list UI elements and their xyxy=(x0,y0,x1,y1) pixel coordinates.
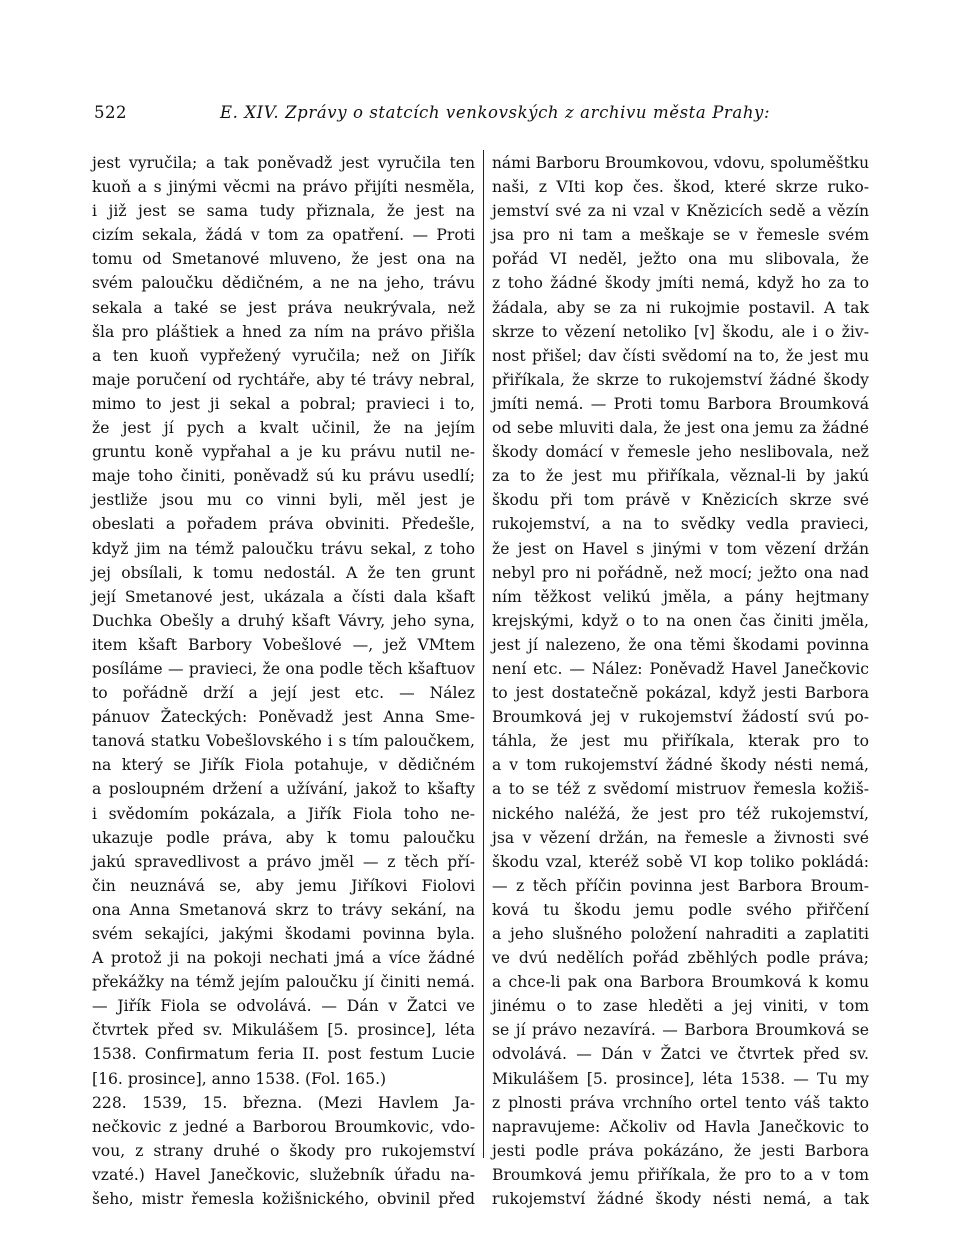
text-line: napravujeme: Ačkoliv od Havla Janečkovic to xyxy=(492,1117,869,1136)
text-line: že jest on Havel s jinými v tom vězení držán xyxy=(492,539,869,558)
text-line: skrze to vězení netoliko [v] škodu, ale i o živ- xyxy=(492,322,869,341)
text-line: jsa pro ni tam a meškaje se v řemesle svém xyxy=(492,226,869,245)
text-line: jest vyručila; a tak poněvadž jest vyručila ten xyxy=(92,154,475,172)
text-line: jakú spravedlivost a právo jměl — z těch pří- xyxy=(92,852,475,871)
text-line: kuoň a s jinými věcmi na právo přijíti nesměla, xyxy=(92,178,475,197)
text-line: šla pro pláštiek a hned za ním na právo přišla xyxy=(92,322,475,341)
text-line: od sebe mluviti dala, že jest ona jemu za žádné xyxy=(492,419,869,438)
text-line: — Jiřík Fiola se odvolává. — Dán v Žatci ve xyxy=(92,997,475,1016)
text-line: nečkovic z jedné a Barborou Broumkovic, vdo- xyxy=(92,1117,475,1136)
text-line: škodu při tom právě v Knězicích skrze své xyxy=(492,491,869,510)
text-line: rukojemství, a na to svědky vedla pravieci, xyxy=(492,515,869,534)
text-line: jesti podle práva pokázáno, že jesti Barbora xyxy=(492,1141,869,1160)
text-line: mimo to jest ji sekal a pobral; pravieci i to, xyxy=(92,394,475,413)
text-line: odvolává. — Dán v Žatci ve čtvrtek před sv. xyxy=(492,1045,869,1064)
text-line: tomu od Smetanové mluveno, že jest ona na xyxy=(92,250,475,269)
text-line: sekala a také se jest práva neukrývala, než xyxy=(92,298,475,317)
text-line: — z těch příčin povinna jest Barbora Broum- xyxy=(492,876,869,895)
text-line: nost přišel; dav čísti svědomí na to, že jest mu xyxy=(492,346,869,365)
text-line: jinému o to zase hleděti a jej viniti, v tom xyxy=(492,997,869,1016)
text-line: jemství své za ni vzal v Knězicích sedě a vězín xyxy=(492,202,869,221)
text-line: žádala, aby se za ni rukojmie postavil. A tak xyxy=(492,298,869,317)
text-line: naši, z VIti kop čes. škod, které skrze ruko- xyxy=(492,178,869,197)
text-line: čtvrtek před sv. Mikulášem [5. prosince], léta xyxy=(92,1021,475,1040)
text-line: ona Anna Smetanová skrz to trávy sekání, na xyxy=(92,900,475,919)
text-line: Duchka Obešly a druhý kšaft Vávry, jeho syna, xyxy=(92,611,475,630)
text-line: pořád VI neděl, ježto ona mu slibovala, že xyxy=(492,250,869,269)
text-line: to pořádně drží a její jest etc. — Nález xyxy=(92,684,475,703)
text-line: obeslati a pořadem práva obviniti. Předešle, xyxy=(92,515,475,534)
text-line: item kšaft Barbory Vobešlové —, jež VMtem xyxy=(92,635,475,654)
text-line: Broumková jej v rukojemství žádostí svú po- xyxy=(492,708,869,727)
text-line: ve dvú nedělích pořád zběhlých podle práva; xyxy=(492,949,869,968)
text-line: z plnosti práva vrchního ortel tento váš takto xyxy=(492,1093,869,1112)
text-line: to jest dostatečně pokázal, když jesti Barbora xyxy=(492,684,869,703)
text-line: jmíti nemá. — Proti tomu Barbora Broumková xyxy=(492,394,869,413)
text-line: ková tu škodu jemu podle svého přiřčení xyxy=(492,900,869,919)
text-line: maje toho činiti, poněvadž sú ku právu usedlí; xyxy=(92,467,475,486)
text-line: ním těžkost velikú jměla, a pány hejtmany xyxy=(492,587,869,606)
text-line: nického naléžá, že jest pro též rukojemství, xyxy=(492,804,869,823)
text-line: Broumková jemu přiříkala, že pro to a v tom xyxy=(492,1165,869,1184)
text-line: krejskými, když o to na onen čas činiti jměla, xyxy=(492,611,869,630)
text-line: rukojemství žádné škody nésti nemá, a tak xyxy=(492,1190,869,1209)
text-line: jest jí nalezeno, že ona těmi škodami povinna xyxy=(492,635,869,654)
text-line: z toho žádné škody jmíti nemá, když ho za to xyxy=(492,274,869,293)
text-line: není etc. — Nález: Poněvadž Havel Janečkovic xyxy=(492,659,869,678)
text-line: i již jest se sama tudy přiznala, že jest na xyxy=(92,202,475,221)
text-line: se jí právo nezavírá. — Barbora Broumková se xyxy=(492,1021,869,1040)
text-line: A protož ji na pokoji nechati jmá a více žádné xyxy=(92,949,475,968)
text-line: Mikulášem [5. prosince], léta 1538. — Tu my xyxy=(492,1069,869,1088)
text-line: [16. prosince], anno 1538. (Fol. 165.) xyxy=(92,1069,387,1088)
text-line: a v tom rukojemství žádné škody nésti nemá, xyxy=(492,756,869,775)
text-line: posíláme — pravieci, že ona podle těch kšaftuov xyxy=(92,659,475,678)
text-line: jej obsílali, k tomu nedostál. A že ten grunt xyxy=(92,563,475,582)
text-line: vzaté.) Havel Janečkovic, služebník úřadu na- xyxy=(92,1165,475,1184)
text-line: čin neuznává se, aby jemu Jiříkovi Fiolovi xyxy=(92,876,475,895)
text-line: vou, z strany druhé o škody pro rukojemství xyxy=(92,1141,475,1160)
text-line: 228. 1539, 15. března. (Mezi Havlem Ja- xyxy=(92,1093,475,1112)
text-line: jestliže jsou mu co vinni byli, měl jest je xyxy=(92,491,475,510)
text-line: že jest jí pych a kvalt učinil, že na jejím xyxy=(92,419,475,438)
text-line: a jeho slušného položení nahraditi a zaplatiti xyxy=(492,925,869,943)
text-line: škodu vzal, kteréž sobě VI kop toliko pokládá: xyxy=(492,852,869,871)
text-line: ukazuje podle práva, aby k tomu paloučku xyxy=(92,828,475,847)
text-line: svém paloučku dědičném, a ne na jeho, trávu xyxy=(92,274,475,293)
text-line: tanová statku Vobešlovského i s tím paloučkem, xyxy=(92,732,475,751)
running-title: E. XIV. Zprávy o statcích venkovských z archivu města Prahy: xyxy=(220,103,771,122)
text-line: překážky na témž jejím paloučku jí činiti nemá. xyxy=(92,973,475,992)
text-line: pánuov Žateckých: Poněvadž jest Anna Sme- xyxy=(92,708,475,727)
text-line: nebyl pro ni pořádně, než mocí; ježto ona nad xyxy=(492,563,869,582)
text-line: škody domácí v řemesle jeho neslibovala, než xyxy=(492,443,869,462)
text-line: cizím sekala, žádá v tom za opatření. — Proti xyxy=(92,226,475,245)
text-line: jsa v vězení držán, na řemesle a živnosti své xyxy=(492,828,869,847)
column-divider xyxy=(483,150,484,1158)
text-line: i svědomím pokázala, a Jiřík Fiola toho ne- xyxy=(92,804,475,823)
page-number: 522 xyxy=(94,103,127,122)
text-line: námi Barboru Broumkovou, vdovu, spoluměštku xyxy=(492,154,869,172)
text-line: šeho, mistr řemesla kožišnického, obvinil před xyxy=(92,1190,475,1209)
right-text-column xyxy=(492,151,869,1211)
text-line: její Smetanové jest, ukázala a čísti dala kšaft xyxy=(92,587,475,606)
text-line: a ten kuoň vypřežený vyručila; než on Jiřík xyxy=(92,346,475,365)
text-line: přiříkala, že skrze to rukojemství žádné škody xyxy=(492,370,869,389)
text-line: když jim na témž paloučku trávu sekal, z toho xyxy=(92,539,475,558)
text-line: gruntu koně vypřahal a je ku právu nutil ne- xyxy=(92,443,475,462)
text-line: za to že jest mu přiříkala, věznal-li by jakú xyxy=(492,467,869,486)
left-text-column xyxy=(92,151,475,1211)
text-line: 1538. Confirmatum feria II. post festum Lucie xyxy=(92,1045,475,1064)
text-line: na který se Jiřík Fiola potahuje, v dědičném xyxy=(92,756,475,775)
text-line: maje poručení od rychtáře, aby té trávy nebral, xyxy=(92,370,475,389)
text-line: táhla, že jest mu přiříkala, kterak pro to xyxy=(492,732,869,751)
text-line: a chce-li pak ona Barbora Broumková k komu xyxy=(492,973,869,992)
text-line: svém sekajíci, jakými škodami povinna byla. xyxy=(92,925,475,943)
text-line: a to se též z svědomí mistruov řemesla kožiš- xyxy=(492,780,869,799)
text-line: a posloupném držení a užívání, jakož to kšafty xyxy=(92,780,475,799)
